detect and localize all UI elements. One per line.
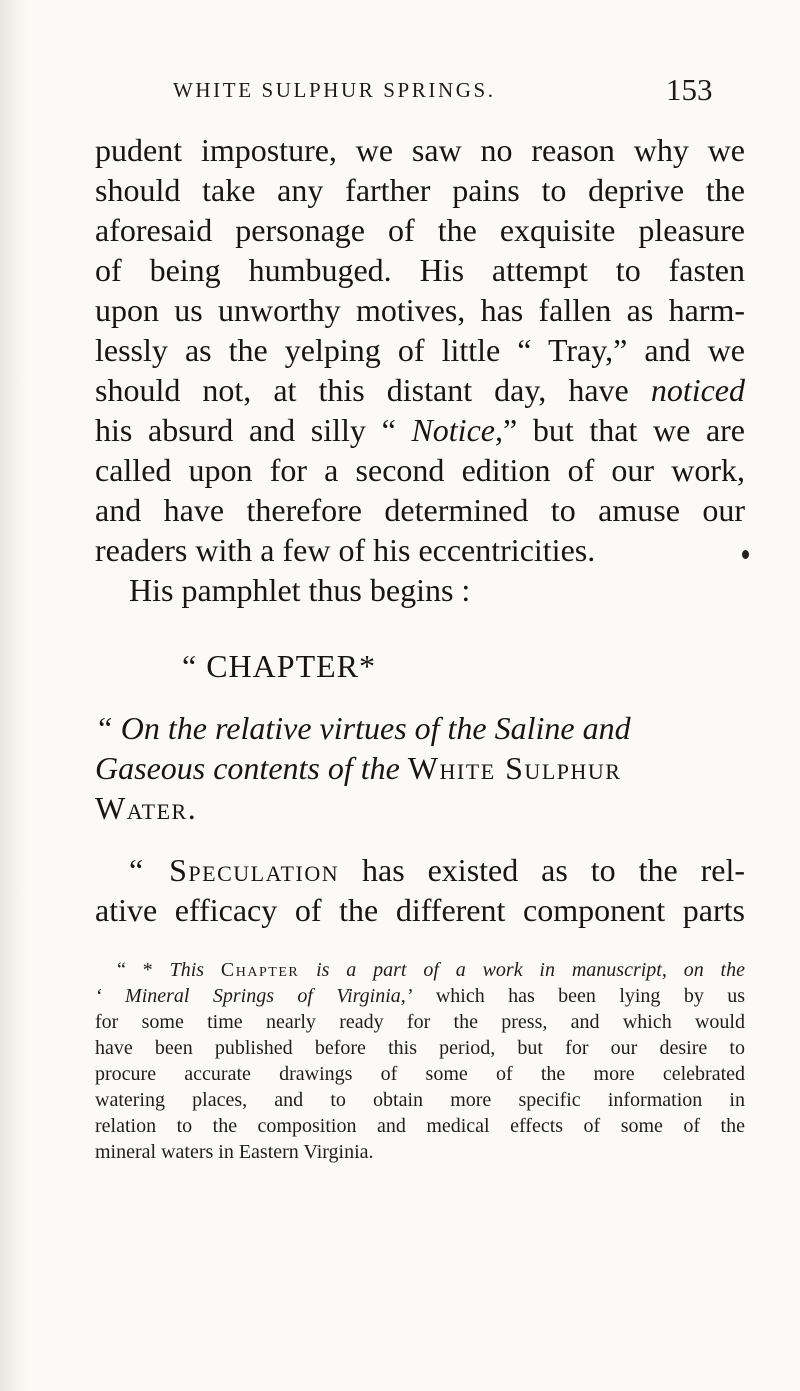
emphasis-notice: Notice, — [411, 412, 503, 448]
page-edge-shadow — [0, 0, 28, 1391]
body-line: His pamphlet thus begins : — [129, 572, 471, 608]
chapter-title-line: Water. — [95, 790, 198, 826]
footnote-line: ‘ Mineral Springs of Virginia,’ which has been lying by us — [95, 985, 745, 1007]
footnote-line: for some time nearly ready for the press, and which would — [95, 1011, 745, 1033]
stray-mark — [742, 550, 749, 559]
chapter-title-line: “ On the relative virtues of the Saline and — [95, 710, 631, 746]
page-header — [0, 72, 720, 112]
footnote-line: “ * This Chapter is a part of a work in manuscript, on the — [117, 959, 745, 981]
body-line: upon us unworthy motives, has fallen as harm- — [95, 292, 745, 328]
body-line: and have therefore determined to amuse our — [95, 492, 745, 528]
body-line: should not, at this distant day, have noticed — [95, 372, 745, 408]
footnote-line: procure accurate drawings of some of the more celebrated — [95, 1063, 745, 1085]
body-line: should take any farther pains to deprive the — [95, 172, 745, 208]
footnote-line: have been published before this period, but for our desire to — [95, 1037, 745, 1059]
footnote-line: watering places, and to obtain more specific information in — [95, 1089, 745, 1111]
chapter-heading: “ CHAPTER* — [182, 648, 376, 684]
body-line: his absurd and silly “ Notice,” but that we are — [95, 412, 746, 448]
speculation-line: “ Speculation has existed as to the rel- — [129, 852, 745, 888]
body-line: called upon for a second edition of our work, — [95, 452, 745, 488]
page-number: 153 — [666, 72, 713, 107]
body-line: pudent imposture, we saw no reason why we — [95, 132, 745, 168]
emphasis-noticed: noticed — [650, 372, 745, 408]
chapter-title-line: Gaseous contents of the White Sulphur — [95, 750, 622, 786]
footnote-line: mineral waters in Eastern Virginia. — [95, 1141, 374, 1163]
body-line: lessly as the yelping of little “ Tray,” and we — [95, 332, 745, 368]
footnote-line: relation to the composition and medical effects of some of the — [95, 1115, 745, 1137]
body-line: of being humbuged. His attempt to fasten — [95, 252, 745, 288]
speculation-line: ative efficacy of the different component parts — [95, 892, 745, 928]
body-line: aforesaid personage of the exquisite pleasure — [95, 212, 745, 248]
running-head: WHITE SULPHUR SPRINGS. — [173, 78, 496, 102]
body-line: readers with a few of his eccentricities. — [95, 532, 596, 568]
